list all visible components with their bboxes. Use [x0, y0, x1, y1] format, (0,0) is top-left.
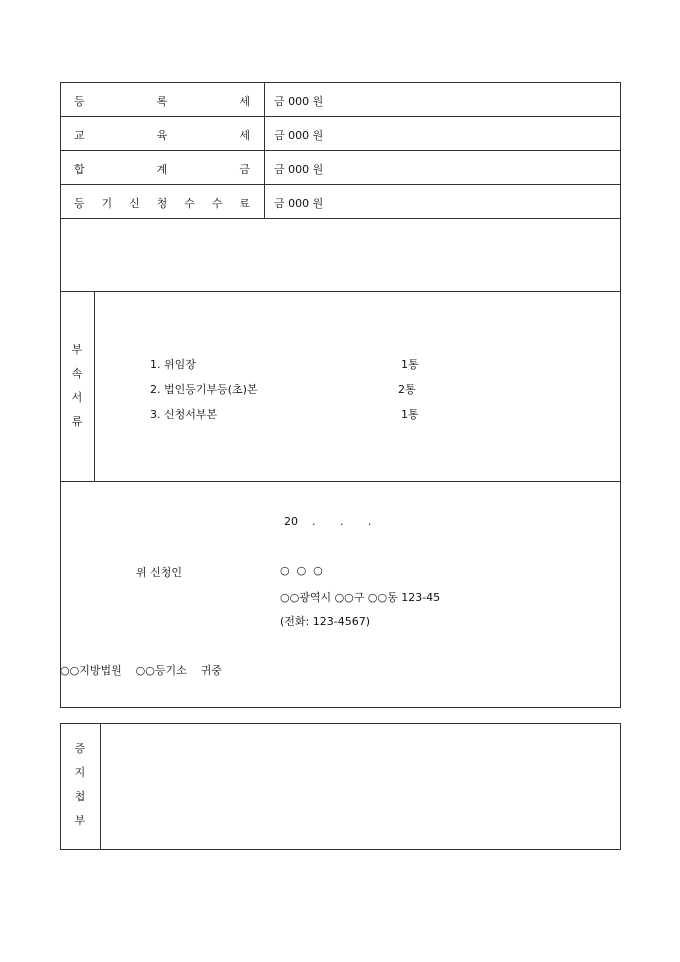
attachment-name: 1. 위임장	[150, 358, 196, 371]
fee-value-registration-tax: 금 000 원	[274, 95, 324, 108]
row-divider	[60, 218, 621, 219]
attachment-label-divider	[94, 291, 95, 481]
fee-label-application-fee: 등 기 신 청 수 수 료	[74, 197, 250, 210]
fee-label-registration-tax: 등 록 세	[74, 95, 250, 108]
fee-value-application-fee: 금 000 원	[274, 197, 324, 210]
row-divider	[60, 116, 621, 117]
applicant-label: 위 신청인	[136, 566, 183, 579]
attachment-name: 3. 신청서부본	[150, 408, 218, 421]
fee-label-education-tax: 교 육 세	[74, 129, 250, 142]
attachment-count: 2통	[398, 383, 416, 396]
row-divider	[60, 184, 621, 185]
recipient: ○○지방법원 ○○등기소 귀중	[60, 664, 222, 677]
row-divider	[60, 481, 621, 482]
stamp-label: 증 지 첩 부	[74, 742, 86, 827]
attachments-label: 부 속 서 류	[71, 343, 83, 428]
stamp-attachment-box	[60, 723, 621, 850]
attachment-count: 1통	[401, 408, 419, 421]
fee-value-education-tax: 금 000 원	[274, 129, 324, 142]
attachment-name: 2. 법인등기부등(초)본	[150, 383, 258, 396]
applicant-name: ○ ○ ○	[280, 564, 323, 577]
fee-value-total: 금 000 원	[274, 163, 324, 176]
attachment-count: 1통	[401, 358, 419, 371]
applicant-address: ○○광역시 ○○구 ○○동 123-45	[280, 591, 441, 604]
application-date: 20 . . .	[284, 515, 372, 528]
row-divider	[60, 150, 621, 151]
stamp-label-divider	[100, 723, 101, 850]
applicant-phone: (전화: 123-4567)	[280, 615, 370, 628]
row-divider	[60, 291, 621, 292]
fee-label-total: 합 계 금	[74, 163, 250, 176]
